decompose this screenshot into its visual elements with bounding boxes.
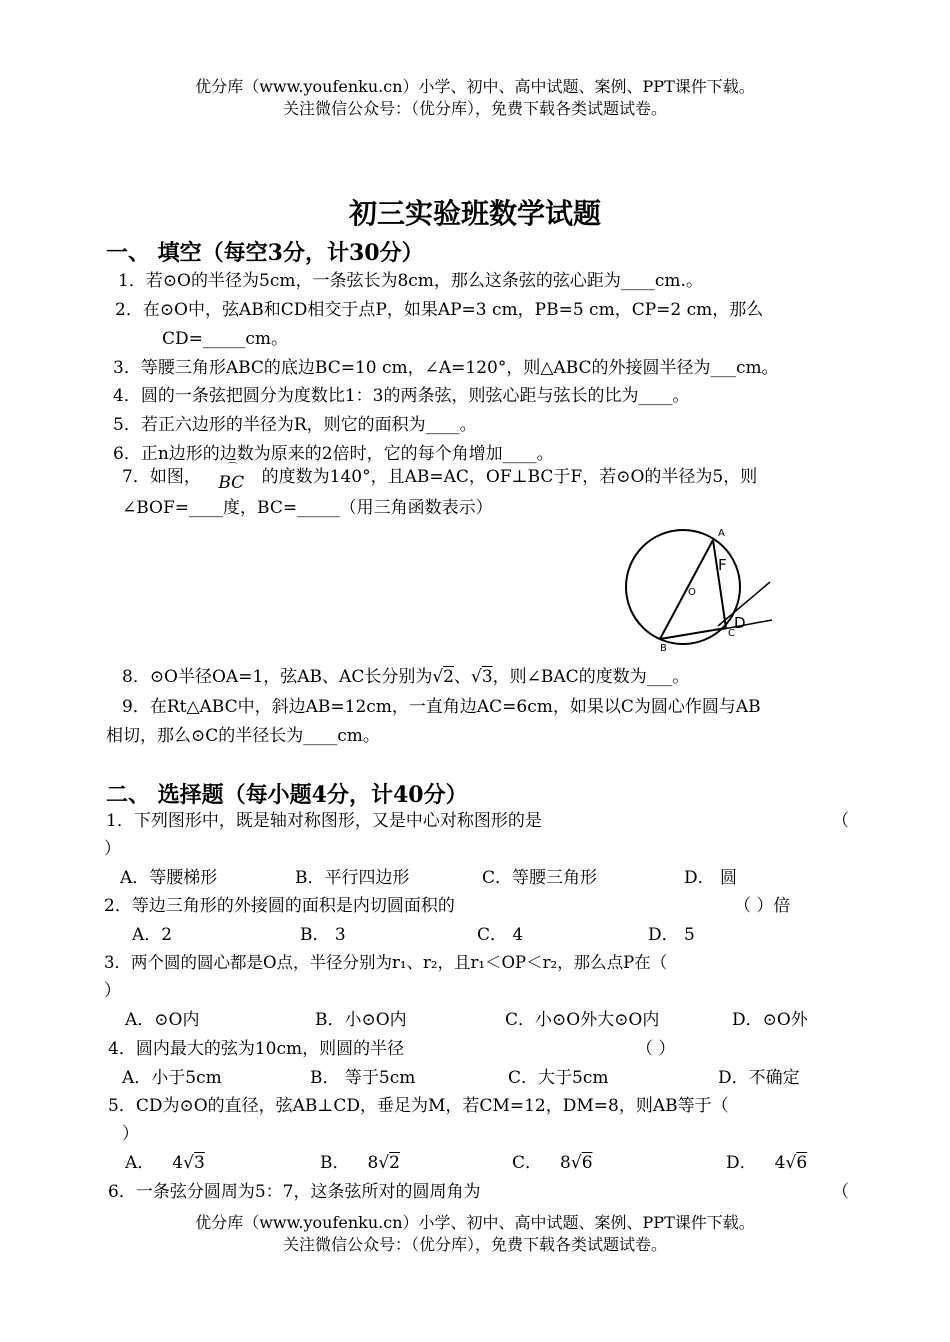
fill-q6: 6．正n边形的边数为原来的2倍时，它的每个角增加____。 — [113, 444, 554, 464]
choice-q5-paren-close: ） — [122, 1124, 139, 1144]
choice-q5: 5．CD为⊙O的直径，弦AB⊥CD，垂足为M，若CM=12，DM=8，则AB等于（ — [108, 1096, 729, 1116]
fill-q3: 3．等腰三角形ABC的底边BC=10 cm，∠A=120°，则△ABC的外接圆半径为___cm。 — [113, 358, 779, 378]
fill-q8 — [122, 664, 689, 690]
choice-q3: 3．两个圆的圆心都是O点，半径分别为r₁、r₂，且r₁＜OP＜r₂，那么点P在（ — [104, 953, 668, 972]
footer-line-2: 关注微信公众号：（优分库），免费下载各类试题试卷。 — [282, 1235, 667, 1254]
choice-q4-option-b: B． 等于5cm — [310, 1068, 416, 1088]
choice-q3-option-b: B．小⊙O内 — [315, 1010, 407, 1030]
fill-q5: 5．若正六边形的半径为R，则它的面积为____。 — [113, 415, 477, 435]
choice-q6-paren: （ — [832, 1182, 849, 1202]
choice-q2-option-d: D． 5 — [648, 925, 695, 945]
choice-q2-option-a: A．2 — [132, 925, 173, 945]
label-c: C — [728, 628, 735, 639]
label-f: F — [718, 556, 727, 574]
label-o: O — [688, 587, 696, 598]
chord-ab — [660, 540, 713, 639]
choice-q3-paren-close: ） — [104, 981, 121, 1001]
choice-q5-option-d — [726, 1150, 807, 1176]
choice-q4: 4．圆内最大的弦为10cm，则圆的半径 — [108, 1039, 405, 1059]
choice-q1-option-c: C．等腰三角形 — [482, 868, 598, 888]
choice-q4-option-a: A．小于5cm — [122, 1068, 222, 1088]
coef: 4 — [172, 1153, 184, 1173]
header-line-1: 优分库（www.youfenku.cn）小学、初中、高中试题、案例、PPT课件下载。 — [195, 77, 755, 96]
sqrt-icon: √ — [183, 1153, 194, 1173]
section-2-heading: 二、 选择题（每小题4分，计40分） — [106, 782, 468, 808]
coef: 8 — [367, 1153, 379, 1173]
choice-q4-option-c: C．大于5cm — [508, 1068, 609, 1088]
choice-q5-option-b — [320, 1150, 400, 1176]
choice-q3-option-d: D．⊙O外 — [732, 1010, 808, 1030]
fill-q9-line2: 相切，那么⊙C的半径长为____cm。 — [106, 726, 380, 746]
fill-q9-line1: 9．在Rt△ABC中，斜边AB=12cm，一直角边AC=6cm，如果以C为圆心作圆与AB — [122, 697, 761, 717]
fill-q7-post: 的度数为140°，且AB=AC，OF⊥BC于F，若⊙O的半径为5，则 — [261, 467, 758, 487]
fill-q2-line2: CD=_____cm。 — [162, 329, 289, 349]
fill-q7-pre: 7．如图， — [122, 467, 201, 487]
sqrt-icon: √ — [432, 667, 444, 687]
choice-q5-option-c — [512, 1150, 593, 1176]
fill-q8-mid: 、 — [454, 667, 471, 687]
choice-q1-option-a: A．等腰梯形 — [120, 868, 218, 888]
footer-line-1: 优分库（www.youfenku.cn）小学、初中、高中试题、案例、PPT课件下载。 — [195, 1213, 755, 1232]
choice-q2-tail: （ ）倍 — [734, 896, 791, 916]
choice-q1-option-d: D． 圆 — [684, 868, 738, 888]
choice-q1-paren-open: （ — [832, 811, 849, 831]
page-title: 初三实验班数学试题 — [348, 197, 601, 230]
choice-q3-option-c: C．小⊙O外大⊙O内 — [505, 1010, 660, 1030]
header-line-2: 关注微信公众号：（优分库），免费下载各类试题试卷。 — [282, 99, 667, 118]
choice-q5-option-a — [125, 1150, 205, 1176]
coef: 8 — [560, 1153, 571, 1173]
fill-q7-line2: ∠BOF=____度，BC=_____（用三角函数表示） — [122, 498, 493, 518]
coef: 4 — [774, 1153, 786, 1173]
fill-q7-line1 — [122, 463, 758, 493]
radicand: 6 — [581, 1153, 593, 1173]
arc-symbol-icon: ⌒ — [227, 463, 238, 474]
arc-bc — [206, 463, 256, 493]
choice-q2: 2．等边三角形的外接圆的面积是内切圆面积的 — [104, 896, 455, 916]
circle-figure — [620, 522, 780, 654]
sqrt-icon: √ — [378, 1153, 390, 1173]
arc-label: BC — [218, 473, 245, 493]
sqrt-icon: √ — [471, 667, 482, 687]
radicand: 3 — [193, 1153, 205, 1173]
choice-q2-option-b: B． 3 — [300, 925, 346, 945]
fill-q8-radicand-1: 2 — [443, 667, 454, 687]
chord-ac — [713, 540, 726, 628]
option-letter: B． — [320, 1153, 350, 1173]
option-letter: A． — [125, 1153, 155, 1173]
fill-q2-line1: 2．在⊙O中，弦AB和CD相交于点P，如果AP=3 cm，PB=5 cm，CP=2 cm，那么 — [115, 300, 764, 320]
choice-q4-option-d: D．不确定 — [718, 1068, 800, 1088]
choice-q4-tail: （ ） — [636, 1039, 676, 1059]
option-letter: C． — [512, 1153, 543, 1173]
choice-q6: 6．一条弦分圆周为5：7，这条弦所对的圆周角为 — [108, 1182, 481, 1202]
fill-q1: 1．若⊙O的半径为5cm，一条弦长为8cm，那么这条弦的弦心距为____cm.。 — [118, 271, 703, 291]
label-a: A — [718, 528, 725, 539]
choice-q2-option-c: C． 4 — [477, 925, 524, 945]
option-letter: D． — [726, 1153, 757, 1173]
sqrt-icon: √ — [785, 1153, 797, 1173]
choice-q1-option-b: B．平行四边形 — [295, 868, 410, 888]
choice-q1-paren-close: ） — [104, 839, 121, 859]
choice-q3-option-a: A．⊙O内 — [125, 1010, 200, 1030]
fill-q8-radicand-2: 3 — [481, 667, 493, 687]
label-d: D — [734, 614, 746, 632]
section-1-heading: 一、 填空（每空3分，计30分） — [106, 240, 424, 266]
sqrt-icon: √ — [570, 1153, 582, 1173]
label-b: B — [660, 643, 667, 654]
circle-o — [626, 530, 740, 644]
radicand: 6 — [796, 1153, 808, 1173]
fill-q4: 4．圆的一条弦把圆分为度数比1：3的两条弦，则弦心距与弦长的比为____。 — [113, 386, 690, 406]
fill-q8-post: ，则∠BAC的度数为___。 — [492, 667, 690, 687]
radicand: 2 — [389, 1153, 400, 1173]
fill-q8-pre: 8．⊙O半径OA=1，弦AB、AC长分别为 — [122, 667, 433, 687]
choice-q1: 1．下列图形中，既是轴对称图形，又是中心对称图形的是 — [106, 811, 542, 831]
